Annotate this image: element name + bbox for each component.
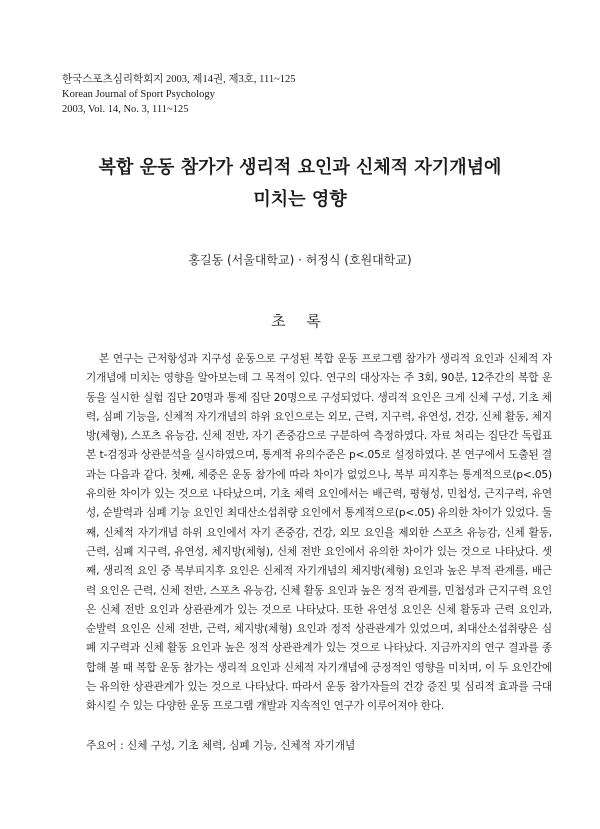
- journal-volume-english: 2003, Vol. 14, No. 3, 111~125: [62, 104, 189, 115]
- abstract-heading: 초 록: [271, 312, 329, 330]
- abstract-body: 본 연구는 근저항성과 지구성 운동으로 구성된 복합 운동 프로그램 참가가 생리적 요인과 신체적 자기개념에 미치는 영향을 알아보는데 그 목적이 있다. 연구의 대상자는 주 3회, 90분, 12주간의 복합 운동을 실시한 실험 집단 20명과 통제 집단 20명으로 구성되었다. 생리적 요인은 크게 신체 구성, 기초 체력, 심폐 기능을, 신체적 자기개념의 하위 요인으로는 외모, 근력, 지구력, 유연성, 건강, 신체 활동, 체지방(체형), 스포츠 유능감, 신체 전반, 자기 존중감으로 구분하여 측정하였다. 자료 처리는 집단간 독립표본 t-검정과 상관분석을 실시하였으며, 통계적 유의수준은 p<.05로 설정하였다. 본 연구에서 도출된 결과는 다음과 같다. 첫째, 체중은 운동 참가에 따라 차이가 없었으나, 복부 피지후는 통계적으로(p<.05) 유의한 차이가 있는 것으로 나타났으며, 기초 체력 요인에서는 배근력, 평형성, 민첩성, 근지구력, 유연성, 순발력과 심폐 기능 요인인 최대산소섭취량 요인에서 통계적으로(p<.05) 유의한 차이가 있었다. 둘째, 신체적 자기개념 하위 요인에서 자기 존중감, 건강, 외모 요인을 제외한 스포츠 유능감, 신체 활동, 근력, 심폐 지구력, 유연성, 체지방(체형), 신체 전반 요인에서 유의한 차이가 있는 것으로 나타났다. 셋째, 생리적 요인 중 복부피지후 요인은 신체적 자기개념의 체지방(체형) 요인과 높은 부적 관계를, 배근력 요인은 근력, 신체 전반, 스포츠 유능감, 신체 활동 요인과 높은 정적 관계를, 민첩성과 근지구력 요인은 신체 전반 요인과 상관관계가 있는 것으로 나타났다. 또한 유연성 요인은 신체 활동과 근력 요인과, 순발력 요인은 신체 전반, 근력, 체지방(체형) 요인과 정적 상관관계가 있었으며, 최대산소섭취량은 심폐 지구력과 신체 활동 요인과 높은 정적 상관관계가 있는 것으로 나타났다. 지금까지의 연구 결과를 종합해 볼 때 복합 운동 참가는 생리적 요인과 신체적 자기개념에 긍정적인 영향을 미치며, 이 두 요인간에는 유의한 상관관계가 있는 것으로 나타났다. 따라서 운동 참가자들의 건강 증진 및 심리적 효과를 극대화시킬 수 있는 다양한 운동 프로그램 개발과 지속적인 연구가 이루어져야 한다.: [86, 353, 552, 713]
- journal-name-english: Korean Journal of Sport Psychology: [62, 89, 215, 100]
- keyword: 기초 체력: [178, 740, 223, 752]
- paper-title-line-2: 미치는 영향: [253, 189, 347, 210]
- paper-title: [0, 152, 600, 216]
- keyword: 신체 구성: [127, 740, 172, 752]
- keywords-label: 주요어 :: [86, 740, 124, 752]
- keyword: 신체적 자기개념: [280, 740, 356, 752]
- paper-title-line-1: 복합 운동 참가가 생리적 요인과 신체적 자기개념에: [98, 157, 502, 178]
- authors: 홍길동 (서울대학교) · 허정식 (호원대학교): [188, 253, 412, 267]
- keyword: 심폐 기능: [229, 740, 274, 752]
- keywords: 주요어 : 신체 구성, 기초 체력, 심폐 기능, 신체적 자기개념: [86, 740, 356, 752]
- journal-citation: [62, 72, 296, 117]
- journal-citation-korean: 한국스포츠심리학회지 2003, 제14권, 제3호, 111~125: [62, 74, 296, 85]
